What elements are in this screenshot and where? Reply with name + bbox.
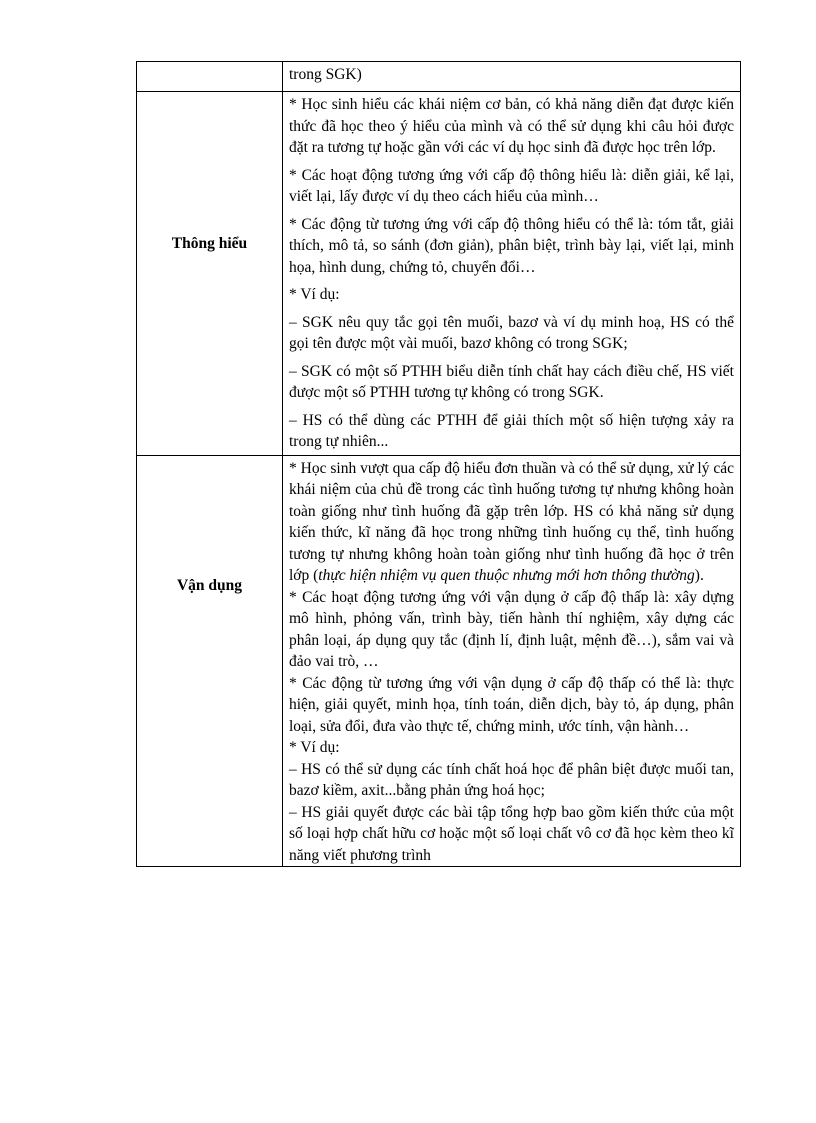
- paragraph: – HS có thể dùng các PTHH để giải thích một số hiện tượng xảy ra trong tự nhiên...: [289, 411, 734, 450]
- paragraph: * Học sinh hiểu các khái niệm cơ bản, có khả năng diễn đạt được kiến thức đã học theo ý hiểu của mình và có thể sử dụng khi câu hỏi được đặt ra tương tự hoặc gần với các ví dụ học sinh đã được học trên lớp.: [289, 96, 734, 156]
- paragraph: – SGK nêu quy tắc gọi tên muối, bazơ và ví dụ minh hoạ, HS có thể gọi tên được một vài muối, bazơ không có trong SGK;: [289, 313, 734, 352]
- table-row: [137, 92, 741, 456]
- paragraph: – HS có thể sử dụng các tính chất hoá học để phân biệt được muối tan, bazơ kiềm, axit...bằng phản ứng hoá học;: [289, 760, 734, 799]
- paragraph: – SGK có một số PTHH biểu diễn tính chất hay cách điều chế, HS viết được một số PTHH tương tự không có trong SGK.: [289, 362, 734, 401]
- paragraph: * Ví dụ:: [289, 739, 340, 756]
- table-row: [137, 62, 741, 92]
- table-row: [137, 455, 741, 867]
- paragraph: [289, 458, 734, 587]
- italic-note: thực hiện nhiệm vụ quen thuộc nhưng mới hơn thông thường: [318, 567, 695, 584]
- criteria-table: [136, 61, 741, 867]
- paragraph: * Các hoạt động tương ứng với vận dụng ở cấp độ thấp là: xây dựng mô hình, phỏng vấn, trình bày, tiến hành thí nghiệm, xây dựng các phân loại, áp dụng quy tắc (định lí, định luật, mệnh đề…), sắm vai và đảo vai trò, …: [289, 588, 734, 670]
- paragraph: * Các động từ tương ứng với cấp độ thông hiểu có thể là: tóm tắt, giải thích, mô tả, so sánh (đơn giản), phân biệt, trình bày lại, viết lại, minh họa, hình dung, chứng tỏ, chuyển đổi…: [289, 215, 734, 276]
- row-label-thong-hieu: Thông hiểu: [171, 234, 248, 252]
- paragraph: * Các hoạt động tương ứng với cấp độ thông hiểu là: diễn giải, kể lại, viết lại, lấy được ví dụ theo cách hiểu của mình…: [289, 166, 734, 205]
- paragraph: trong SGK): [289, 66, 362, 83]
- paragraph-end: ).: [694, 567, 704, 584]
- paragraph: – HS giải quyết được các bài tập tổng hợp bao gồm kiến thức của một số loại hợp chất hữu cơ hoặc một số loại chất vô cơ đã học kèm theo kĩ năng viết phương trình: [289, 803, 734, 864]
- row-label-van-dung: Vận dụng: [176, 577, 243, 594]
- paragraph: * Ví dụ:: [289, 286, 340, 303]
- row-content: [283, 92, 741, 456]
- row-label-cell: [137, 455, 283, 867]
- paragraph: * Các động từ tương ứng với vận dụng ở cấp độ thấp có thể là: thực hiện, giải quyết, minh họa, tính toán, diễn dịch, bày tỏ, áp dụng, phân loại, sửa đổi, đưa vào thực tế, chứng minh, ước tính, vận hành…: [289, 674, 734, 735]
- paragraph-text: * Học sinh vượt qua cấp độ hiểu đơn thuần và có thể sử dụng, xử lý các khái niệm của chủ đề trong các tình huống tương tự nhưng không hoàn toàn giống như tình huống đã gặp trên lớp. HS có khả năng sử dụng kiến thức, kĩ năng đã học trong những tình huống cụ thể, tình huống tương tự nhưng không hoàn toàn giống như tình huống đã học ở trên lớp (: [289, 459, 734, 584]
- row-label: [137, 62, 283, 92]
- row-content: [283, 62, 741, 92]
- row-label-cell: [137, 92, 283, 456]
- row-content: [283, 455, 741, 867]
